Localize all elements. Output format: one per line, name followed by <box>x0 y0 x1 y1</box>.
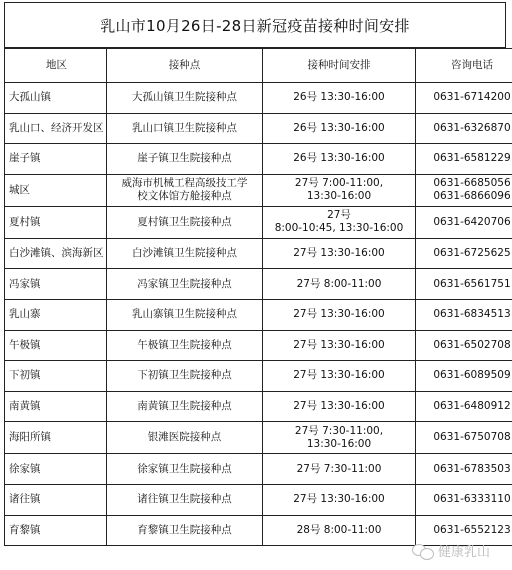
cell-phone: 0631-6420706 <box>416 206 512 238</box>
cell-area: 夏村镇 <box>5 206 107 238</box>
watermark-text: 健康乳山 <box>437 545 490 560</box>
cell-phone: 0631-6725625 <box>416 238 512 269</box>
cell-phone-line: 0631-6866096 <box>433 190 511 203</box>
cell-site: 诸往镇卫生院接种点 <box>107 484 263 515</box>
table-header-row <box>5 49 512 83</box>
cell-site: 夏村镇卫生院接种点 <box>107 206 263 238</box>
cell-time: 26号 13:30-16:00 <box>263 83 416 114</box>
cell-phone: 0631-6552123 <box>416 515 512 546</box>
cell-area: 冯家镇 <box>5 269 107 300</box>
cell-site-line: 威海市机械工程高级技工学 <box>121 177 248 190</box>
cell-site: 徐家镇卫生院接种点 <box>107 454 263 485</box>
header-phone: 咨询电话 <box>416 49 512 83</box>
cell-phone-line: 0631-6685056 <box>433 177 511 190</box>
cell-site: 乳山口镇卫生院接种点 <box>107 113 263 144</box>
cell-phone: 0631-6089509 <box>416 361 512 392</box>
cell-site: 白沙滩镇卫生院接种点 <box>107 238 263 269</box>
cell-phone: 0631-6834513 <box>416 299 512 330</box>
table-row <box>5 484 512 515</box>
cell-time: 28号 8:00-11:00 <box>263 515 416 546</box>
cell-area: 乳山口、经济开发区 <box>5 113 107 144</box>
cell-site: 午极镇卫生院接种点 <box>107 330 263 361</box>
cell-phone: 0631-6750708 <box>416 422 512 454</box>
cell-time-line: 27号 <box>327 209 351 222</box>
schedule-sheet <box>4 2 511 558</box>
cell-time <box>263 206 416 238</box>
schedule-table <box>4 48 512 546</box>
table-row <box>5 299 512 330</box>
cell-time-line: 27号 7:00-11:00, <box>294 177 384 190</box>
cell-area: 下初镇 <box>5 361 107 392</box>
cell-area: 城区 <box>5 174 107 206</box>
cell-site: 大孤山镇卫生院接种点 <box>107 83 263 114</box>
cell-site: 南黄镇卫生院接种点 <box>107 391 263 422</box>
cell-time-line: 27号 7:30-11:00, <box>294 424 384 437</box>
cell-site: 育黎镇卫生院接种点 <box>107 515 263 546</box>
cell-time: 27号 13:30-16:00 <box>263 361 416 392</box>
cell-area: 南黄镇 <box>5 391 107 422</box>
cell-time: 27号 13:30-16:00 <box>263 299 416 330</box>
cell-area: 白沙滩镇、滨海新区 <box>5 238 107 269</box>
cell-phone: 0631-6480912 <box>416 391 512 422</box>
watermark <box>412 541 490 560</box>
table-row <box>5 206 512 238</box>
cell-site: 冯家镇卫生院接种点 <box>107 269 263 300</box>
cell-time: 27号 13:30-16:00 <box>263 484 416 515</box>
cell-time: 27号 13:30-16:00 <box>263 391 416 422</box>
cell-site: 下初镇卫生院接种点 <box>107 361 263 392</box>
cell-phone: 0631-6333110 <box>416 484 512 515</box>
cell-phone: 0631-6783503 <box>416 454 512 485</box>
table-row <box>5 113 512 144</box>
cell-time <box>263 174 416 206</box>
header-time: 接种时间安排 <box>263 49 416 83</box>
cell-area: 午极镇 <box>5 330 107 361</box>
cell-phone <box>416 174 512 206</box>
table-row <box>5 238 512 269</box>
cell-area: 育黎镇 <box>5 515 107 546</box>
cell-phone: 0631-6326870 <box>416 113 512 144</box>
cell-area: 诸往镇 <box>5 484 107 515</box>
cell-phone: 0631-6561751 <box>416 269 512 300</box>
cell-time: 27号 8:00-11:00 <box>263 269 416 300</box>
table-row <box>5 144 512 175</box>
table-row <box>5 83 512 114</box>
cell-site-line: 校文体馆方舱接种点 <box>137 190 232 203</box>
cell-area: 大孤山镇 <box>5 83 107 114</box>
table-row <box>5 391 512 422</box>
cell-phone: 0631-6581229 <box>416 144 512 175</box>
table-row <box>5 330 512 361</box>
cell-site: 银滩医院接种点 <box>107 422 263 454</box>
cell-phone: 0631-6714200 <box>416 83 512 114</box>
header-site: 接种点 <box>107 49 263 83</box>
cell-phone: 0631-6502708 <box>416 330 512 361</box>
cell-time <box>263 422 416 454</box>
page-title: 乳山市10月26日-28日新冠疫苗接种时间安排 <box>4 2 506 48</box>
cell-time-line: 13:30-16:00 <box>306 190 372 203</box>
cell-area: 徐家镇 <box>5 454 107 485</box>
header-area: 地区 <box>5 49 107 83</box>
cell-time: 26号 13:30-16:00 <box>263 113 416 144</box>
table-row <box>5 269 512 300</box>
cell-site <box>107 174 263 206</box>
cell-time: 27号 13:30-16:00 <box>263 238 416 269</box>
cell-time: 27号 7:30-11:00 <box>263 454 416 485</box>
cell-area: 乳山寨 <box>5 299 107 330</box>
cell-site: 乳山寨镇卫生院接种点 <box>107 299 263 330</box>
cell-time: 27号 13:30-16:00 <box>263 330 416 361</box>
table-row <box>5 174 512 206</box>
cell-area: 崖子镇 <box>5 144 107 175</box>
cell-time-line: 8:00-10:45, 13:30-16:00 <box>274 222 404 235</box>
cell-time: 26号 13:30-16:00 <box>263 144 416 175</box>
table-row <box>5 454 512 485</box>
cell-time-line: 13:30-16:00 <box>306 437 372 450</box>
table-row <box>5 361 512 392</box>
wechat-icon <box>412 543 434 559</box>
cell-area: 海阳所镇 <box>5 422 107 454</box>
cell-site: 崖子镇卫生院接种点 <box>107 144 263 175</box>
table-row <box>5 422 512 454</box>
